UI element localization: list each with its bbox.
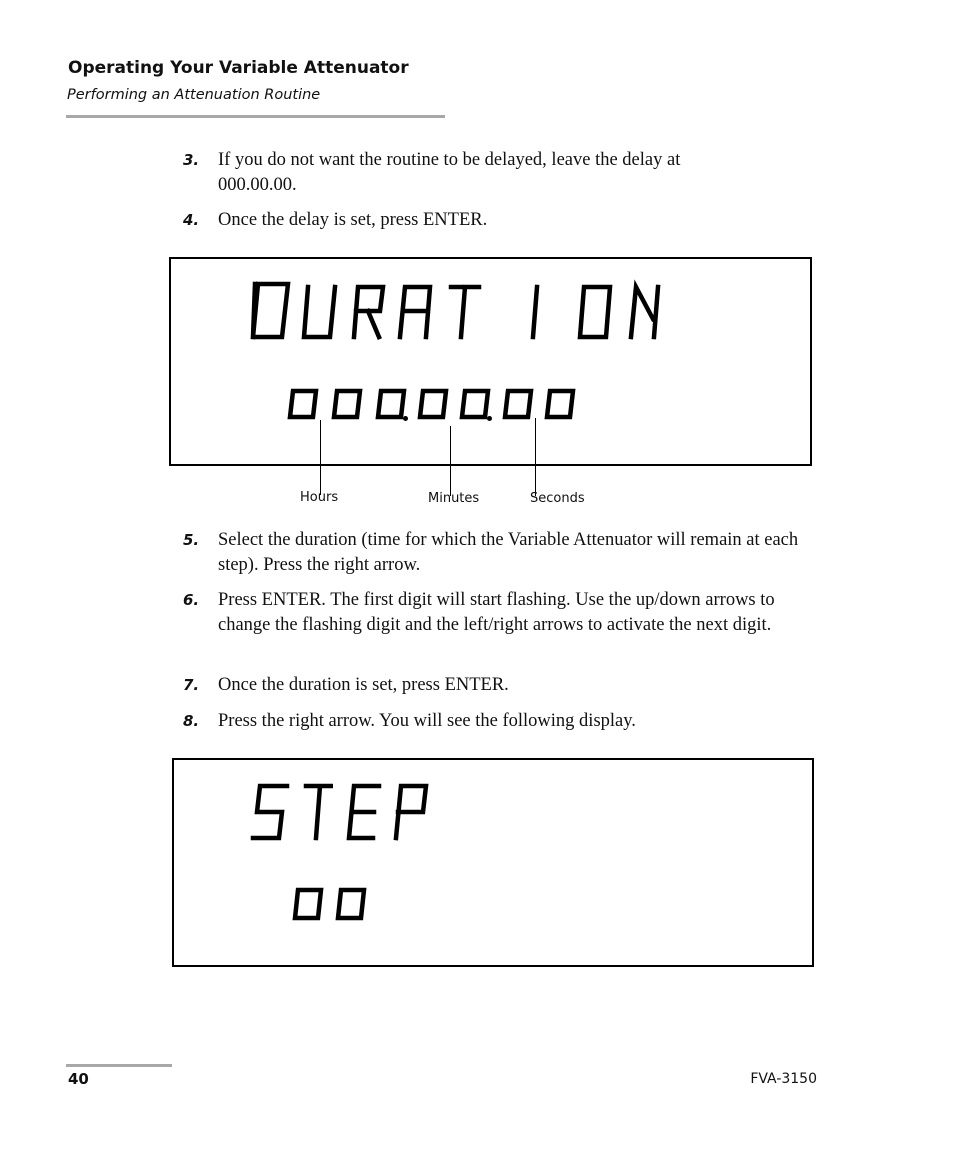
label-seconds: Seconds — [530, 491, 585, 506]
step-4 — [183, 208, 823, 233]
step-number: 6. — [183, 591, 200, 609]
step-5 — [183, 528, 823, 577]
step-text: Press ENTER. The first digit will start flashing. Use the up/down arrows to change the flashing digit and the left/right arrows to activate the next digit. — [218, 590, 775, 635]
lcd-segments-step — [174, 760, 812, 965]
step-6 — [183, 588, 823, 637]
step-8 — [183, 709, 823, 734]
lcd-display-duration — [169, 257, 812, 466]
leader-line-minutes — [450, 426, 451, 496]
step-text: Press the right arrow. You will see the following display. — [218, 711, 636, 731]
decimal-point — [487, 416, 492, 421]
step-text: Once the delay is set, press ENTER. — [218, 210, 488, 230]
running-header-subtitle: Performing an Attenuation Routine — [67, 87, 321, 103]
model-name: FVA-3150 — [750, 1071, 817, 1087]
step-text: Once the duration is set, press ENTER. — [218, 675, 509, 695]
leader-line-hours — [320, 420, 321, 495]
step-number: 5. — [183, 531, 200, 549]
lcd-display-step — [172, 758, 814, 967]
step-3 — [183, 148, 823, 197]
step-number: 8. — [183, 712, 200, 730]
step-7 — [183, 673, 823, 698]
label-hours: Hours — [300, 490, 339, 505]
footer-rule — [66, 1064, 172, 1067]
step-number: 7. — [183, 676, 200, 694]
leader-line-seconds — [535, 418, 536, 496]
lcd-segments-duration — [171, 259, 810, 464]
running-header-title: Operating Your Variable Attenuator — [68, 58, 409, 78]
step-number: 3. — [183, 151, 200, 169]
label-minutes: Minutes — [428, 491, 480, 506]
step-text: If you do not want the routine to be delayed, leave the delay at 000.00.00. — [218, 150, 681, 195]
step-number: 4. — [183, 211, 200, 229]
header-rule — [66, 115, 445, 118]
step-text: Select the duration (time for which the Variable Attenuator will remain at each step). Press the right arrow. — [218, 530, 799, 575]
page-number: 40 — [68, 1070, 89, 1088]
decimal-point — [403, 416, 408, 421]
